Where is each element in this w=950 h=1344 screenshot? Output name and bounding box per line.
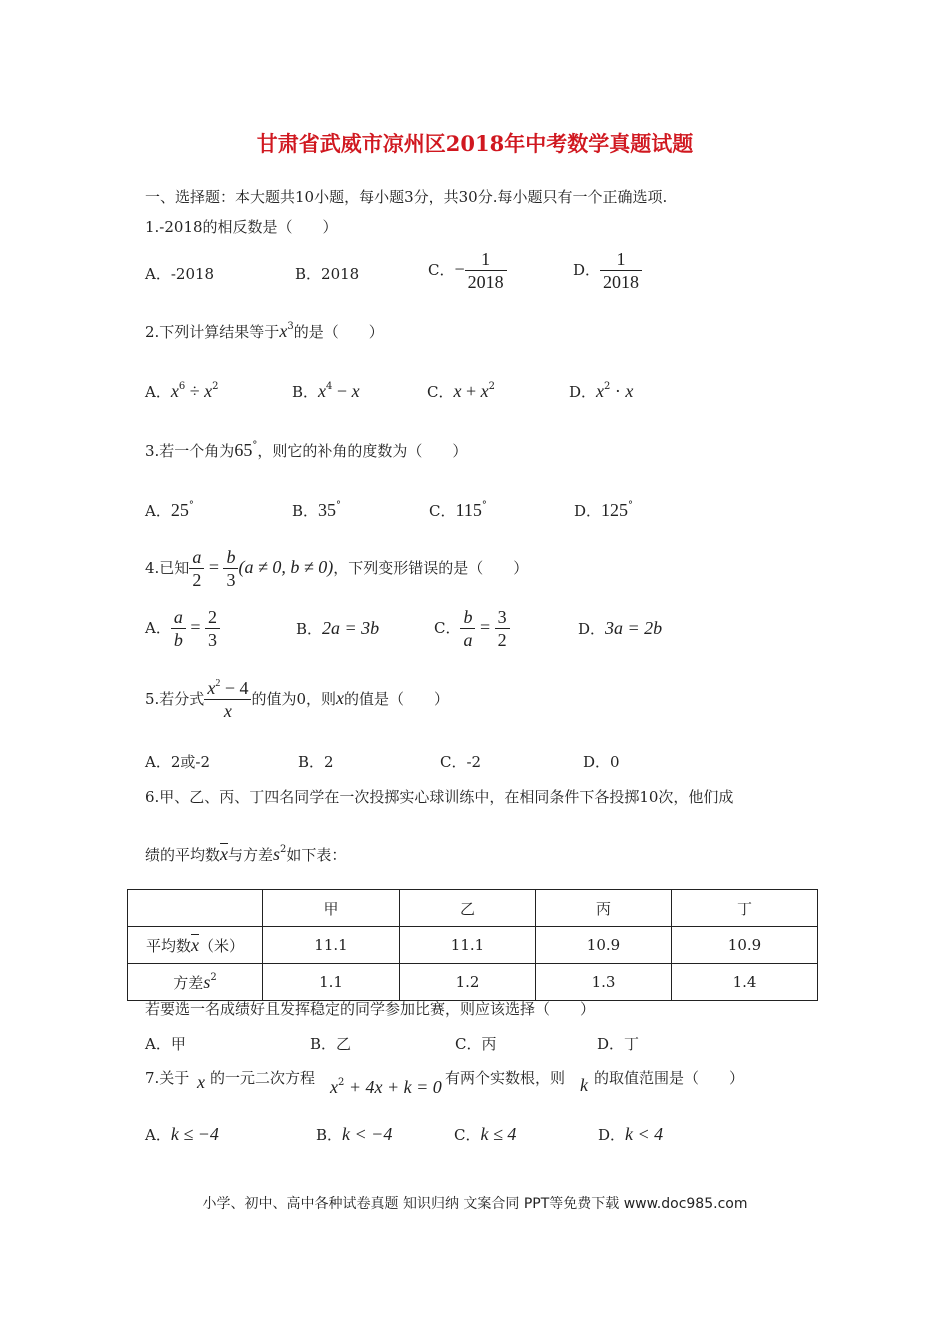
q1-option-c-fraction: $\frac{1}{2018}$ — [465, 248, 507, 293]
q2-option-c: C．$x + x^2$ — [427, 381, 496, 401]
row-label-mean: 平均数$\overline{x}$（米） — [128, 927, 263, 964]
page-footer: 小学、初中、高中各种试卷真题 知识归纳 文案合同 PPT等免费下载 www.doc985.com — [202, 1196, 748, 1212]
page-title: 甘肃省武威市凉州区2018年中考数学真题试题 — [256, 131, 694, 156]
q6-stem-line1: 6.甲、乙、丙、丁四名同学在一次投掷实心球训练中，在相同条件下各投掷10次，他们成 — [145, 788, 734, 806]
q6-stem-line2: 绩的平均数$\overline{x}$与方差$s^2$如下表： — [145, 844, 347, 864]
q4-option-a: A． $\frac{a}{b}$ = $\frac{2}{3}$ — [145, 606, 220, 651]
q7-stem-mid2: 有两个实数根，则 — [445, 1069, 566, 1087]
q3-option-d: D．125° — [574, 500, 634, 520]
q2-option-a: A．$x^6 \div x^2$ — [145, 381, 219, 401]
q5-option-d: D．0 — [583, 753, 620, 771]
table-row — [128, 927, 818, 964]
table-cell: 11.1 — [400, 927, 536, 964]
q7-stem-pre: 7.关于 — [145, 1069, 190, 1087]
q4-option-b: B．2a = 3b — [296, 618, 380, 638]
table-row — [128, 964, 818, 1001]
q6-option-b: B．乙 — [310, 1035, 352, 1053]
q6-option-d: D．丁 — [597, 1035, 640, 1053]
q6-option-c: C．丙 — [455, 1035, 497, 1053]
table-header-cell — [128, 890, 263, 927]
q1-option-b: B．2018 — [295, 265, 360, 283]
table-header-cell: 丁 — [672, 890, 818, 927]
q7-option-d: D．k < 4 — [598, 1124, 664, 1144]
q3-option-b: B．35° — [292, 500, 342, 520]
score-table — [127, 889, 818, 1001]
q7-stem-mid: 的一元二次方程 — [210, 1069, 316, 1087]
table-cell: 1.2 — [400, 964, 536, 1001]
q7-option-b: B．k < −4 — [316, 1124, 393, 1144]
q7-equation: $x^2 + 4x + k = 0$ — [330, 1077, 442, 1097]
q1-option-d: D． $\frac{1}{2018}$ — [573, 248, 642, 293]
q4-option-d: D．3a = 2b — [578, 618, 663, 638]
q7-stem-post: 的取值范围是（ ） — [594, 1069, 745, 1087]
table-header-cell: 甲 — [263, 890, 400, 927]
q3-stem: 3.若一个角为65°，则它的补角的度数为（ ） — [145, 440, 468, 460]
q5-option-b: B．2 — [298, 753, 334, 771]
q2-stem: 2.下列计算结果等于$x^3$的是（ ） — [145, 321, 384, 341]
q1-option-d-fraction: $\frac{1}{2018}$ — [600, 248, 642, 293]
q1-option-a: A．-2018 — [145, 265, 215, 283]
q4-option-c: C． $\frac{b}{a}$ = $\frac{3}{2}$ — [434, 606, 510, 651]
q5-option-c: C．-2 — [440, 753, 482, 771]
q7-option-a: A．k ≤ −4 — [145, 1124, 219, 1144]
table-cell: 10.9 — [536, 927, 672, 964]
table-header-cell: 丙 — [536, 890, 672, 927]
row-label-variance: 方差$s^2$ — [128, 964, 263, 1001]
q2-option-b: B．$x^4 - x$ — [292, 381, 360, 401]
q7-var-x: x — [197, 1072, 205, 1092]
table-cell: 11.1 — [263, 927, 400, 964]
table-cell: 1.4 — [672, 964, 818, 1001]
q7-option-c: C．k ≤ 4 — [454, 1124, 517, 1144]
table-cell: 1.3 — [536, 964, 672, 1001]
q5-option-a: A．2或-2 — [145, 753, 210, 771]
q6-option-a: A．甲 — [145, 1035, 186, 1053]
q2-option-d: D．$x^2 \cdot x$ — [569, 381, 634, 401]
q5-stem: 5.若分式 $\frac{x^2 - 4}{x}$ 的值为0，则x的值是（ ） — [145, 678, 450, 721]
table-cell: 10.9 — [672, 927, 818, 964]
table-header-row — [128, 890, 818, 927]
q3-option-a: A．25° — [145, 500, 194, 520]
q7-var-k: k — [580, 1075, 588, 1095]
section-heading: 一、选择题：本大题共10小题，每小题3分，共30分.每小题只有一个正确选项. — [145, 188, 668, 206]
q3-option-c: C．115° — [429, 500, 487, 520]
table-cell: 1.1 — [263, 964, 400, 1001]
q4-stem: 4.已知 $\frac{a}{2}$ = $\frac{b}{3}$ (a ≠ 0, b ≠ 0)，下列变形错误的是（ ） — [145, 547, 529, 590]
table-header-cell: 乙 — [400, 890, 536, 927]
q1-stem: 1.-2018的相反数是（ ） — [145, 218, 338, 236]
q6-question: 若要选一名成绩好且发挥稳定的同学参加比赛，则应该选择（ ） — [145, 1000, 596, 1018]
q1-option-c: C．− $\frac{1}{2018}$ — [428, 248, 507, 293]
